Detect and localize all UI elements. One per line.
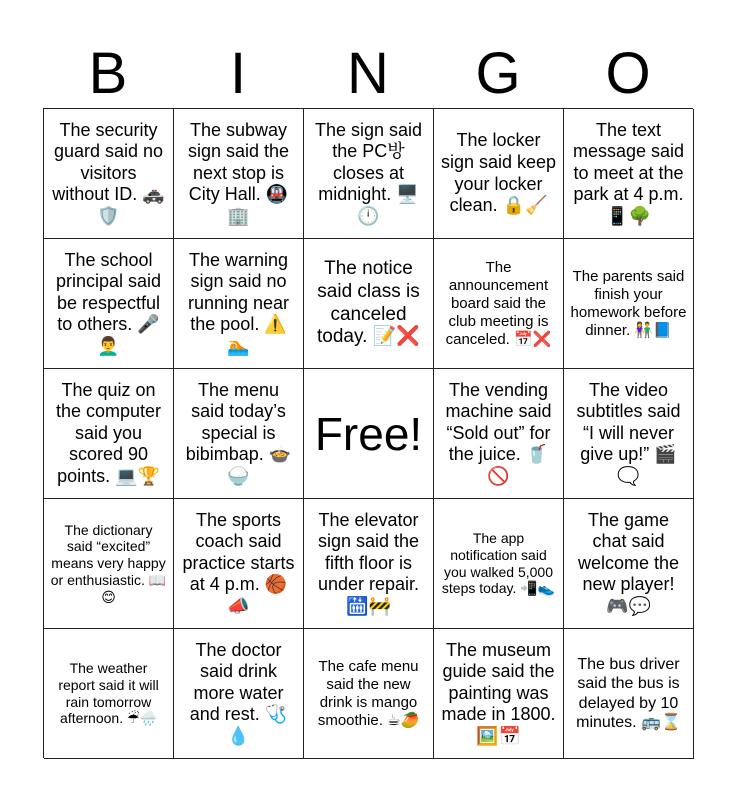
cell-text: The game chat said welcome the new player! 🎮💬 [577,509,680,616]
bingo-cell[interactable] [44,499,174,629]
cell-text: The warning sign said no running near the pool. ⚠️🏊 [187,249,290,356]
cell-text: The text message said to meet at the park at 4 p.m. 📱🌳 [572,119,685,226]
free-text: Free! [314,407,423,460]
bingo-cell[interactable] [564,629,694,759]
bingo-cell[interactable] [174,499,304,629]
bingo-cell[interactable] [304,239,434,369]
cell-text: The elevator sign said the fifth floor is under repair. 🛗🚧 [317,509,420,616]
bingo-cell[interactable] [174,109,304,239]
cell-text: The vending machine said “Sold out” for the juice. 🥤🚫 [445,379,552,486]
bingo-cell[interactable] [434,239,564,369]
bingo-cell[interactable] [44,109,174,239]
cell-text: The quiz on the computer said you scored 90 points. 💻🏆 [55,379,162,486]
cell-text: The school principal said be respectful to others. 🎤👨‍🦱 [55,249,162,356]
header-letter-n: N [347,40,389,106]
cell-text: The cafe menu said the new drink is mango smoothie. ☕🥭 [317,657,420,729]
bingo-cell[interactable] [174,369,304,499]
cell-text: The bus driver said the bus is delayed by 10 minutes. 🚌⌛ [576,656,681,731]
bingo-cell[interactable] [434,629,564,759]
header-letter-o: O [605,40,651,106]
cell-text: The sports coach said practice starts at 4 p.m. 🏀📣 [182,509,295,616]
bingo-cell[interactable] [434,499,564,629]
cell-text: The locker sign said keep your locker clean. 🔒🧹 [440,130,557,216]
cell-text: The notice said class is canceled today. 📝❌ [317,257,420,348]
header-letter-g: G [475,40,521,106]
bingo-cell[interactable] [564,369,694,499]
bingo-cell[interactable] [564,239,694,369]
bingo-cell[interactable] [44,629,174,759]
cell-text: The video subtitles said “I will never give up!” 🎬🗨️ [576,379,681,486]
bingo-cell[interactable] [44,239,174,369]
bingo-cell[interactable] [174,239,304,369]
cell-text: The menu said today’s special is bibimbap. 🍲🍚 [185,379,292,486]
cell-text: The security guard said no visitors without ID. 🚓🛡️ [52,119,165,226]
bingo-cell[interactable] [44,369,174,499]
cell-text: The parents said finish your homework before dinner. 👫📘 [570,267,687,339]
cell-text: The weather report said it will rain tomorrow afternoon. ☔🌧️ [58,659,159,727]
bingo-cell[interactable] [174,629,304,759]
bingo-cell[interactable] [304,499,434,629]
cell-text: The museum guide said the painting was made in 1800. 🖼️📅 [441,639,556,746]
bingo-cell[interactable] [304,629,434,759]
header-letter-i: I [229,40,247,106]
bingo-cell[interactable] [434,109,564,239]
cell-text: The announcement board said the club meeting is canceled. 📅❌ [445,258,552,348]
cell-text: The dictionary said “excited” means very happy or enthusiastic. 📖😊 [50,521,167,605]
bingo-header [43,38,693,108]
bingo-board [43,108,693,758]
header-letter-b: B [88,40,128,106]
cell-text: The sign said the PC방 closes at midnight. 🖥️🕛 [314,119,423,226]
free-space[interactable] [304,369,434,499]
bingo-cell[interactable] [434,369,564,499]
bingo-cell[interactable] [564,109,694,239]
bingo-cell[interactable] [304,109,434,239]
cell-text: The subway sign said the next stop is City Hall. 🚇🏢 [187,119,290,226]
cell-text: The app notification said you walked 5,000 steps today. 📲👟 [441,529,556,597]
bingo-cell[interactable] [564,499,694,629]
cell-text: The doctor said drink more water and rest. 🩺💧 [189,639,288,746]
